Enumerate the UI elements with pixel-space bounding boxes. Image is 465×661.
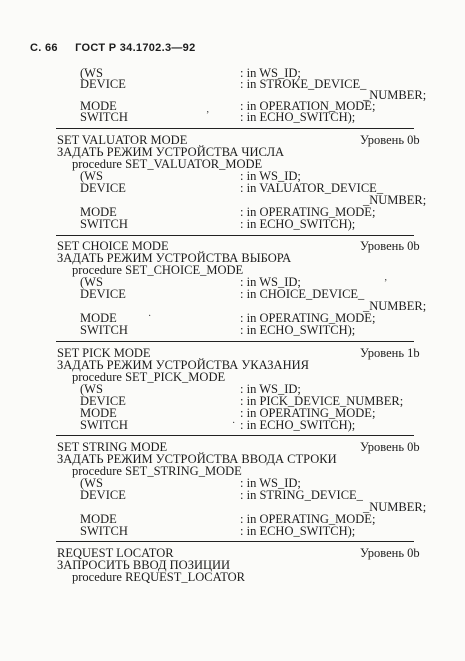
param-value: : in STROKE_DEVICE_ (240, 77, 367, 91)
param-name: MODE (80, 512, 117, 526)
param-value: : in STRING_DEVICE_ (240, 488, 363, 502)
page-number: С. 66 (30, 42, 58, 54)
param-value: : in WS_ID; (240, 66, 301, 80)
section-title: SET PICK MODE (57, 346, 151, 360)
param-value: : in OPERATING_MODE; (240, 406, 376, 420)
section-subtitle: ЗАДАТЬ РЕЖИМ УСТРОЙСТВА УКАЗАНИЯ (57, 358, 309, 372)
procedure-name: procedure SET_VALUATOR_MODE (72, 157, 263, 171)
scan-speck: ʼ (384, 278, 388, 289)
procedure-name: procedure REQUEST_LOCATOR (72, 570, 246, 584)
section-divider (56, 341, 414, 342)
param-value: : in OPERATING_MODE; (240, 512, 376, 526)
param-name: (WS (80, 476, 103, 490)
level-label: Уровень 1b (360, 346, 420, 360)
level-label: Уровень 0b (360, 440, 420, 454)
scan-speck: · (232, 418, 236, 429)
param-name: DEVICE (80, 77, 126, 91)
section-title: REQUEST LOCATOR (57, 546, 174, 560)
page-header (30, 42, 196, 54)
section-subtitle: ЗАДАТЬ РЕЖИМ УСТРОЙСТВА ВВОДА СТРОКИ (57, 452, 337, 466)
param-value: : in ECHO_SWITCH); (240, 524, 356, 538)
param-value-continuation: _NUMBER; (363, 88, 427, 102)
procedure-name: procedure SET_PICK_MODE (72, 370, 226, 384)
section-title: SET STRING MODE (57, 440, 168, 454)
document-code: ГОСТ Р 34.1702.3—92 (75, 42, 196, 54)
param-value: : in WS_ID; (240, 275, 301, 289)
param-name: MODE (80, 406, 117, 420)
level-label: Уровень 0b (360, 546, 420, 560)
param-name: (WS (80, 66, 103, 80)
param-value: : in CHOICE_DEVICE_ (240, 287, 365, 301)
level-label: Уровень 0b (360, 133, 420, 147)
param-value: : in PICK_DEVICE_NUMBER; (240, 394, 404, 408)
section-divider (56, 435, 414, 436)
param-value: : in WS_ID; (240, 476, 301, 490)
param-value: : in ECHO_SWITCH); (240, 418, 356, 432)
section-subtitle: ЗАПРОСИТЬ ВВОД ПОЗИЦИИ (57, 558, 231, 572)
param-value-continuation: _NUMBER; (363, 299, 427, 313)
param-value: : in WS_ID; (240, 382, 301, 396)
section-subtitle: ЗАДАТЬ РЕЖИМ УСТРОЙСТВА ЧИСЛА (57, 145, 285, 159)
param-value: : in ECHO_SWITCH); (240, 110, 356, 124)
param-value: : in OPERATION_MODE; (240, 99, 376, 113)
param-value: : in VALUATOR_DEVICE_ (240, 181, 384, 195)
section-subtitle: ЗАДАТЬ РЕЖИМ УСТРОЙСТВА ВЫБОРА (57, 251, 292, 265)
param-name: (WS (80, 169, 103, 183)
param-name: MODE (80, 311, 117, 325)
param-value: : in WS_ID; (240, 169, 301, 183)
param-name: SWITCH (80, 418, 128, 432)
param-value: : in OPERATING_MODE; (240, 205, 376, 219)
param-name: SWITCH (80, 524, 128, 538)
section-title: SET VALUATOR MODE (57, 133, 188, 147)
param-value: : in ECHO_SWITCH); (240, 323, 356, 337)
param-name: DEVICE (80, 181, 126, 195)
param-name: (WS (80, 275, 103, 289)
section-divider (56, 235, 414, 236)
level-label: Уровень 0b (360, 239, 420, 253)
param-name: SWITCH (80, 323, 128, 337)
param-name: DEVICE (80, 394, 126, 408)
section-title: SET CHOICE MODE (57, 239, 169, 253)
param-value: : in ECHO_SWITCH); (240, 217, 356, 231)
param-name: SWITCH (80, 217, 128, 231)
param-name: (WS (80, 382, 103, 396)
param-name: MODE (80, 205, 117, 219)
param-name: DEVICE (80, 287, 126, 301)
scan-speck: ʼ (206, 110, 210, 121)
procedure-name: procedure SET_STRING_MODE (72, 464, 242, 478)
param-value: : in OPERATING_MODE; (240, 311, 376, 325)
scan-speck: · (148, 311, 152, 322)
param-value-continuation: _NUMBER; (363, 500, 427, 514)
param-name: MODE (80, 99, 117, 113)
section-divider (56, 128, 414, 129)
procedure-name: procedure SET_CHOICE_MODE (72, 263, 244, 277)
param-value-continuation: _NUMBER; (363, 193, 427, 207)
section-divider (56, 541, 414, 542)
param-name: SWITCH (80, 110, 128, 124)
param-name: DEVICE (80, 488, 126, 502)
